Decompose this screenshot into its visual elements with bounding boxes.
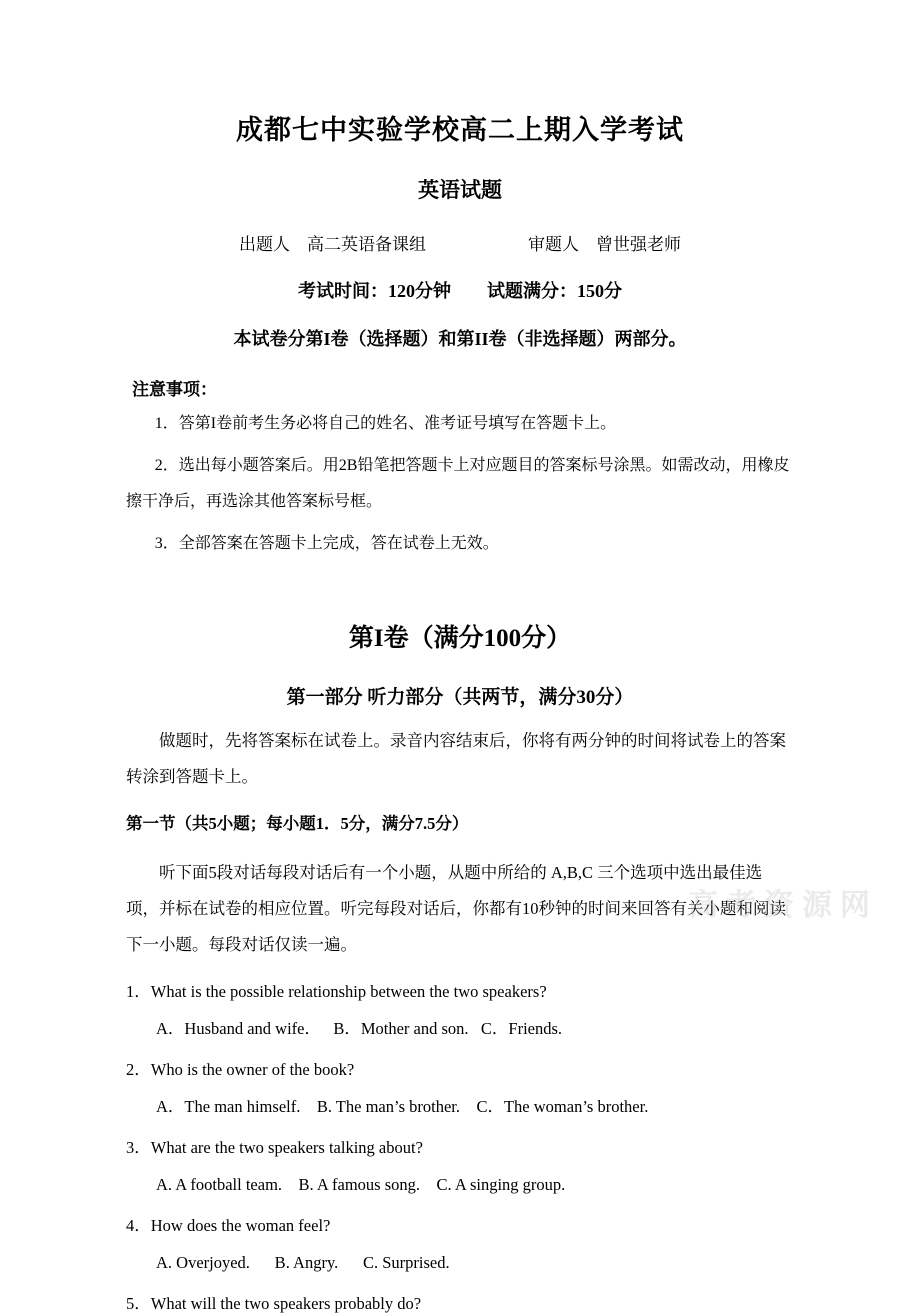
notice-item-3: 3．全部答案在答题卡上完成，答在试卷上无效。	[154, 535, 499, 552]
exam-time-score: 考试时间：120分钟 试题满分：150分	[298, 281, 622, 301]
question-1-options: A．Husband and wife． B．Mother and son. C．Friends.	[156, 1019, 563, 1038]
question-2-options: A．The man himself. B. The man’s brother. C．The woman’s brother.	[156, 1097, 649, 1116]
notice-title: 注意事项：	[132, 380, 217, 399]
notice-item-2: 2．选出每小题答案后。用2B铅笔把答题卡上对应题目的答案标号涂黑。如需改动，用橡皮擦干净后，再选涂其他答案标号框。	[126, 457, 790, 510]
exam-title: 成都七中实验学校高二上期入学考试	[236, 115, 684, 145]
authors-line: 出题人 高二英语备课组 审题人 曾世强老师	[239, 235, 681, 254]
question-3: 3．What are the two speakers talking about?	[126, 1138, 423, 1157]
question-3-options: A. A football team. B. A famous song. C. A singing group.	[156, 1175, 566, 1194]
notice-item-1: 1．答第I卷前考生务必将自己的姓名、准考证号填写在答题卡上。	[154, 415, 617, 432]
question-4-options: A. Overjoyed. B. Angry. C. Surprised.	[156, 1253, 450, 1272]
question-2: 2．Who is the owner of the book?	[126, 1060, 355, 1079]
question-4: 4．How does the woman feel?	[126, 1216, 331, 1235]
section-1-head: 第一节（共5小题；每小题1．5分，满分7.5分）	[126, 814, 469, 833]
question-1: 1．What is the possible relationship between the two speakers?	[126, 982, 547, 1001]
question-5: 5．What will the two speakers probably do?	[126, 1294, 422, 1313]
section-1-intro: 听下面5段对话每段对话后有一个小题，从题中所给的 A,B,C 三个选项中选出最佳选项，并标在试卷的相应位置。听完每段对话后，你都有10秒钟的时间来回答有关小题和阅读下一小题。每段对话仅读一遍。	[126, 863, 786, 954]
paper-parts-note: 本试卷分第I卷（选择题）和第II卷（非选择题）两部分。	[233, 329, 687, 349]
exam-subtitle: 英语试题	[418, 178, 502, 202]
volume-1-title: 第I卷（满分100分）	[348, 625, 572, 652]
part-1-title: 第一部分 听力部分（共两节，满分30分）	[286, 687, 634, 708]
part-1-intro: 做题时，先将答案标在试卷上。录音内容结束后，你将有两分钟的时间将试卷上的答案转涂到答题卡上。	[126, 731, 786, 786]
watermark: 高考资源网	[688, 889, 878, 922]
